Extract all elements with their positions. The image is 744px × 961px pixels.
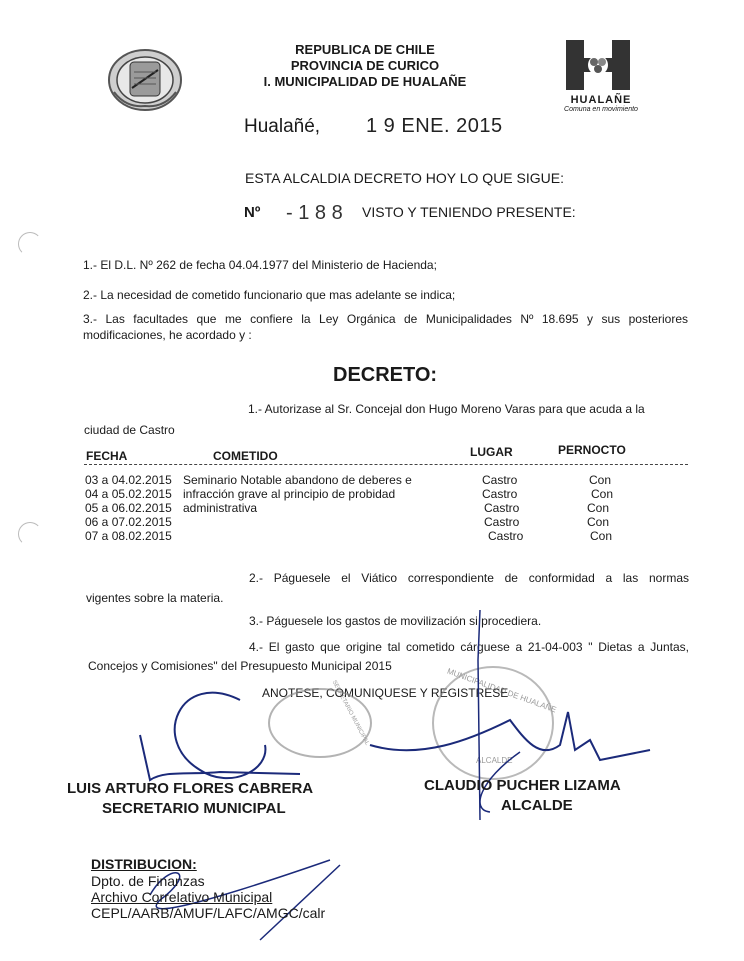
row-fecha: 06 a 07.02.2015 (85, 515, 172, 529)
secretary-stamp-text: SECRETARIO MUNICIPAL (330, 679, 370, 747)
date-stamp: 1 9 ENE. 2015 (366, 115, 503, 137)
table-row (0, 501, 744, 515)
visto-3: 3.- Las facultades que me confiere la Ley Orgánica de Municipalidades Nº 18.695 y sus posteriores (83, 312, 688, 326)
header-line-2: PROVINCIA DE CURICO (290, 58, 440, 73)
row-pernocto: Con (589, 473, 612, 487)
row-lugar: Castro (482, 487, 518, 501)
distribution-line-3: CEPL/AARB/AMUF/LAFC/AMGC/calr (91, 905, 326, 921)
alcalde-stamp-bottom: ALCALDE (476, 756, 513, 765)
alcalde-stamp (432, 666, 558, 780)
distribution-line-2: Archivo Correlativo Municipal (91, 889, 273, 905)
row-lugar: Castro (484, 515, 520, 529)
row-lugar: Castro (484, 501, 520, 515)
row-pernocto: Con (587, 501, 610, 515)
row-fecha: 03 a 04.02.2015 (85, 473, 172, 487)
point-1-line-2: ciudad de Castro (84, 423, 175, 437)
punch-hole-top (18, 232, 42, 256)
table-header-fecha: FECHA (86, 449, 128, 463)
row-lugar: Castro (488, 529, 524, 543)
visto-3-cont: modificaciones, he acordado y : (83, 328, 252, 342)
visto-line: VISTO Y TENIENDO PRESENTE: (362, 204, 576, 220)
row-pernocto: Con (591, 487, 614, 501)
point-4-line-2: Concejos y Comisiones" del Presupuesto Municipal 2015 (88, 659, 392, 673)
signer-right-title: ALCALDE (501, 797, 573, 814)
alcalde-stamp-text: MUNICIPALIDAD DE HUALAÑE (445, 666, 558, 715)
decreto-title: DECRETO: (333, 364, 438, 386)
decree-number: - 1 8 8 (286, 202, 343, 224)
signer-right-name: CLAUDIO PUCHER LIZAMA (424, 777, 621, 794)
hualane-logo (560, 38, 642, 118)
secretary-stamp (268, 679, 372, 758)
point-2-line-1: 2.- Páguesele el Viático correspondiente de conformidad a las normas (249, 571, 689, 585)
row-cometido: infracción grave al principio de probidad (183, 487, 396, 501)
row-fecha: 07 a 08.02.2015 (85, 529, 172, 543)
signer-left-name: LUIS ARTURO FLORES CABRERA (67, 780, 314, 797)
table-header-cometido: COMETIDO (213, 449, 278, 463)
table-header-divider (84, 464, 688, 465)
distribution-line-1: Dpto. de Finanzas (91, 873, 205, 889)
signer-left-title: SECRETARIO MUNICIPAL (102, 800, 286, 817)
point-2-line-2: vigentes sobre la materia. (86, 591, 224, 605)
row-cometido: Seminario Notable abandono de deberes e (183, 473, 412, 487)
table-header-lugar: LUGAR (470, 445, 513, 459)
table-row (0, 529, 744, 543)
place: Hualañé, (244, 116, 321, 137)
table-row (0, 487, 744, 501)
coat-of-arms-seal (106, 48, 184, 112)
point-1-line-1: 1.- Autorizase al Sr. Concejal don Hugo Moreno Varas para que acuda a la (248, 402, 645, 416)
alcaldia-decreto-line: ESTA ALCALDIA DECRETO HOY LO QUE SIGUE: (245, 170, 564, 186)
row-cometido: administrativa (183, 501, 258, 515)
table-row (0, 515, 744, 529)
row-fecha: 05 a 06.02.2015 (85, 501, 172, 515)
point-3: 3.- Páguesele los gastos de movilización si procediera. (249, 614, 542, 628)
table-row (0, 473, 744, 487)
visto-2: 2.- La necesidad de cometido funcionario que mas adelante se indica; (83, 288, 456, 302)
point-4-line-1: 4.- El gasto que origine tal cometido cárguese a 21-04-003 " Dietas a Juntas, (249, 640, 689, 654)
closing-line: ANOTESE, COMUNIQUESE Y REGISTRESE (262, 686, 509, 700)
header-line-3: I. MUNICIPALIDAD DE HUALAÑE (263, 74, 467, 89)
visto-1: 1.- El D.L. Nº 262 de fecha 04.04.1977 del Ministerio de Hacienda; (83, 258, 437, 272)
header-line-1: REPUBLICA DE CHILE (295, 42, 435, 57)
row-lugar: Castro (482, 473, 518, 487)
decree-number-prefix: Nº (244, 204, 261, 221)
logo-name: HUALAÑE (570, 94, 632, 106)
table-header-pernocto: PERNOCTO (558, 443, 626, 457)
distribution-title: DISTRIBUCION: (91, 856, 197, 872)
row-pernocto: Con (587, 515, 610, 529)
logo-tagline: Comuna en movimiento (564, 106, 638, 113)
h-logo-icon (560, 38, 642, 92)
row-pernocto: Con (590, 529, 613, 543)
row-fecha: 04 a 05.02.2015 (85, 487, 172, 501)
punch-hole-bottom (18, 522, 42, 546)
